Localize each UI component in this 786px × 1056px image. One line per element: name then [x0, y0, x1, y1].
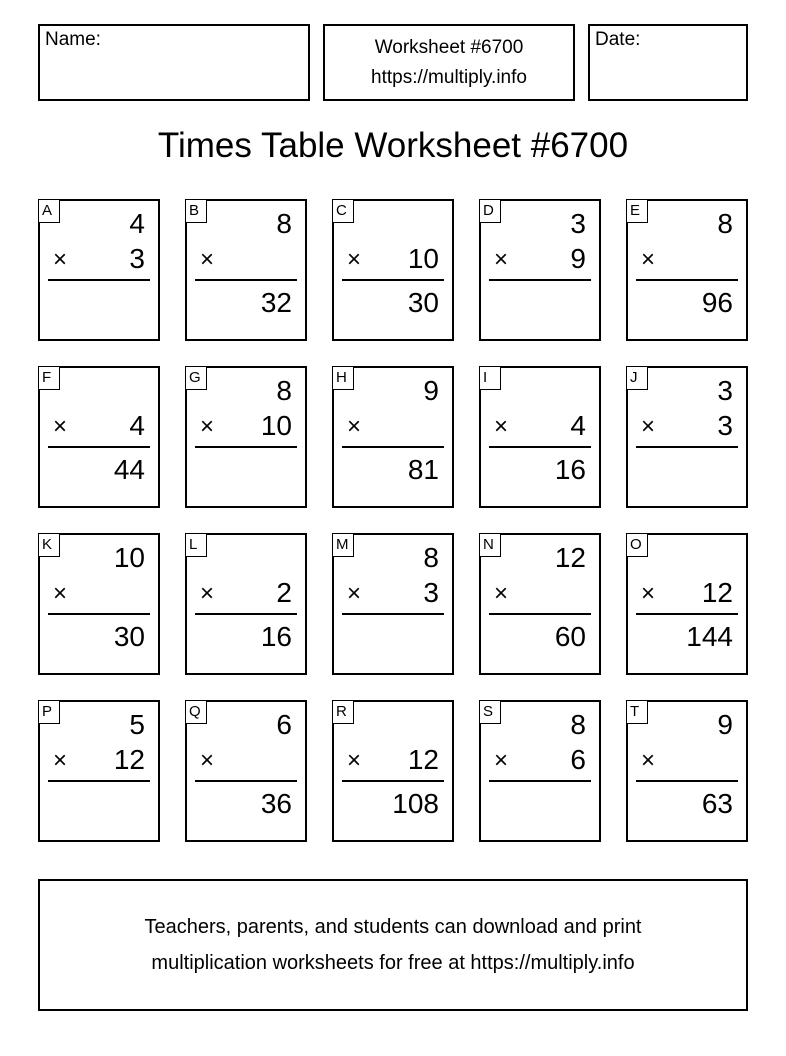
multiplier: 6 [570, 744, 586, 775]
answer-rule [489, 780, 591, 782]
worksheet-number: Worksheet #6700 [374, 37, 524, 58]
multiplier: 12 [113, 744, 145, 775]
times-symbol: × [200, 580, 215, 607]
multiplicand: 3 [717, 375, 733, 406]
answer-rule [342, 446, 444, 448]
problem-card [332, 533, 454, 675]
problem-label: C [332, 199, 354, 223]
multiplier: 4 [129, 410, 145, 441]
product: 32 [260, 287, 292, 318]
answer-rule [48, 613, 150, 615]
product: 81 [407, 454, 439, 485]
footer-box [38, 879, 748, 1011]
answer-rule [636, 446, 738, 448]
problem-card [626, 199, 748, 341]
problem-card [185, 533, 307, 675]
answer-rule [342, 780, 444, 782]
problem-card [185, 366, 307, 508]
answer-rule [636, 279, 738, 281]
problem-label: R [332, 700, 354, 724]
times-symbol: × [347, 246, 362, 273]
problem-card [479, 700, 601, 842]
answer-rule [195, 446, 297, 448]
problem-card [38, 533, 160, 675]
multiplicand: 10 [113, 542, 145, 573]
times-symbol: × [641, 413, 656, 440]
problem-label: D [479, 199, 501, 223]
answer-rule [195, 613, 297, 615]
multiplicand: 8 [276, 375, 292, 406]
product: 60 [554, 621, 586, 652]
answer-rule [195, 780, 297, 782]
problem-card [38, 199, 160, 341]
multiplicand: 9 [423, 375, 439, 406]
product: 30 [113, 621, 145, 652]
page-title: Times Table Worksheet #6700 [157, 126, 629, 165]
problem-label: M [332, 533, 354, 557]
problem-label: F [38, 366, 60, 390]
problem-card [38, 700, 160, 842]
multiplier: 10 [260, 410, 292, 441]
problem-label: A [38, 199, 60, 223]
multiplicand: 8 [276, 208, 292, 239]
date-label: Date: [595, 29, 641, 50]
multiplicand: 4 [129, 208, 145, 239]
product: 36 [260, 788, 292, 819]
answer-rule [636, 780, 738, 782]
times-symbol: × [53, 413, 68, 440]
problem-label: T [626, 700, 648, 724]
answer-rule [489, 613, 591, 615]
times-symbol: × [53, 580, 68, 607]
multiplicand: 9 [717, 709, 733, 740]
answer-rule [342, 613, 444, 615]
answer-rule [342, 279, 444, 281]
problem-card [626, 366, 748, 508]
times-symbol: × [53, 246, 68, 273]
problem-card [185, 199, 307, 341]
problem-label: J [626, 366, 648, 390]
times-symbol: × [200, 413, 215, 440]
product: 108 [392, 788, 439, 819]
multiplier: 10 [407, 243, 439, 274]
name-label: Name: [45, 29, 101, 50]
product: 30 [407, 287, 439, 318]
problem-label: H [332, 366, 354, 390]
problem-card [479, 533, 601, 675]
problem-card [626, 700, 748, 842]
problem-card [479, 366, 601, 508]
product: 63 [701, 788, 733, 819]
multiplier: 3 [423, 577, 439, 608]
problem-label: E [626, 199, 648, 223]
answer-rule [48, 279, 150, 281]
times-symbol: × [494, 747, 509, 774]
times-symbol: × [494, 413, 509, 440]
worksheet-url: https://multiply.info [371, 67, 527, 88]
problem-label: G [185, 366, 207, 390]
times-symbol: × [641, 580, 656, 607]
times-symbol: × [53, 747, 68, 774]
footer-line-1: Teachers, parents, and students can download and print [144, 916, 642, 938]
problem-label: P [38, 700, 60, 724]
multiplicand: 5 [129, 709, 145, 740]
problem-label: S [479, 700, 501, 724]
problem-label: I [479, 366, 501, 390]
times-symbol: × [641, 747, 656, 774]
problem-card [479, 199, 601, 341]
multiplier: 12 [407, 744, 439, 775]
times-symbol: × [200, 246, 215, 273]
problem-card [38, 366, 160, 508]
problem-label: Q [185, 700, 207, 724]
multiplier: 9 [570, 243, 586, 274]
problem-card [332, 199, 454, 341]
product: 44 [113, 454, 145, 485]
multiplier: 2 [276, 577, 292, 608]
answer-rule [195, 279, 297, 281]
footer-line-2: multiplication worksheets for free at https://multiply.info [151, 952, 635, 974]
multiplier: 4 [570, 410, 586, 441]
product: 96 [701, 287, 733, 318]
answer-rule [48, 446, 150, 448]
multiplicand: 3 [570, 208, 586, 239]
multiplier: 12 [701, 577, 733, 608]
product: 144 [686, 621, 733, 652]
product: 16 [260, 621, 292, 652]
problem-label: O [626, 533, 648, 557]
times-symbol: × [641, 246, 656, 273]
problem-card [185, 700, 307, 842]
answer-rule [636, 613, 738, 615]
problem-label: N [479, 533, 501, 557]
multiplicand: 6 [276, 709, 292, 740]
times-symbol: × [347, 747, 362, 774]
problem-card [332, 700, 454, 842]
answer-rule [48, 780, 150, 782]
multiplicand: 8 [423, 542, 439, 573]
multiplier: 3 [129, 243, 145, 274]
times-symbol: × [347, 413, 362, 440]
multiplier: 3 [717, 410, 733, 441]
problem-label: L [185, 533, 207, 557]
times-symbol: × [347, 580, 362, 607]
multiplicand: 12 [554, 542, 586, 573]
answer-rule [489, 279, 591, 281]
multiplicand: 8 [717, 208, 733, 239]
answer-rule [489, 446, 591, 448]
product: 16 [554, 454, 586, 485]
problem-card [626, 533, 748, 675]
times-symbol: × [494, 580, 509, 607]
problem-label: B [185, 199, 207, 223]
problem-label: K [38, 533, 60, 557]
multiplicand: 8 [570, 709, 586, 740]
problem-card [332, 366, 454, 508]
times-symbol: × [494, 246, 509, 273]
times-symbol: × [200, 747, 215, 774]
